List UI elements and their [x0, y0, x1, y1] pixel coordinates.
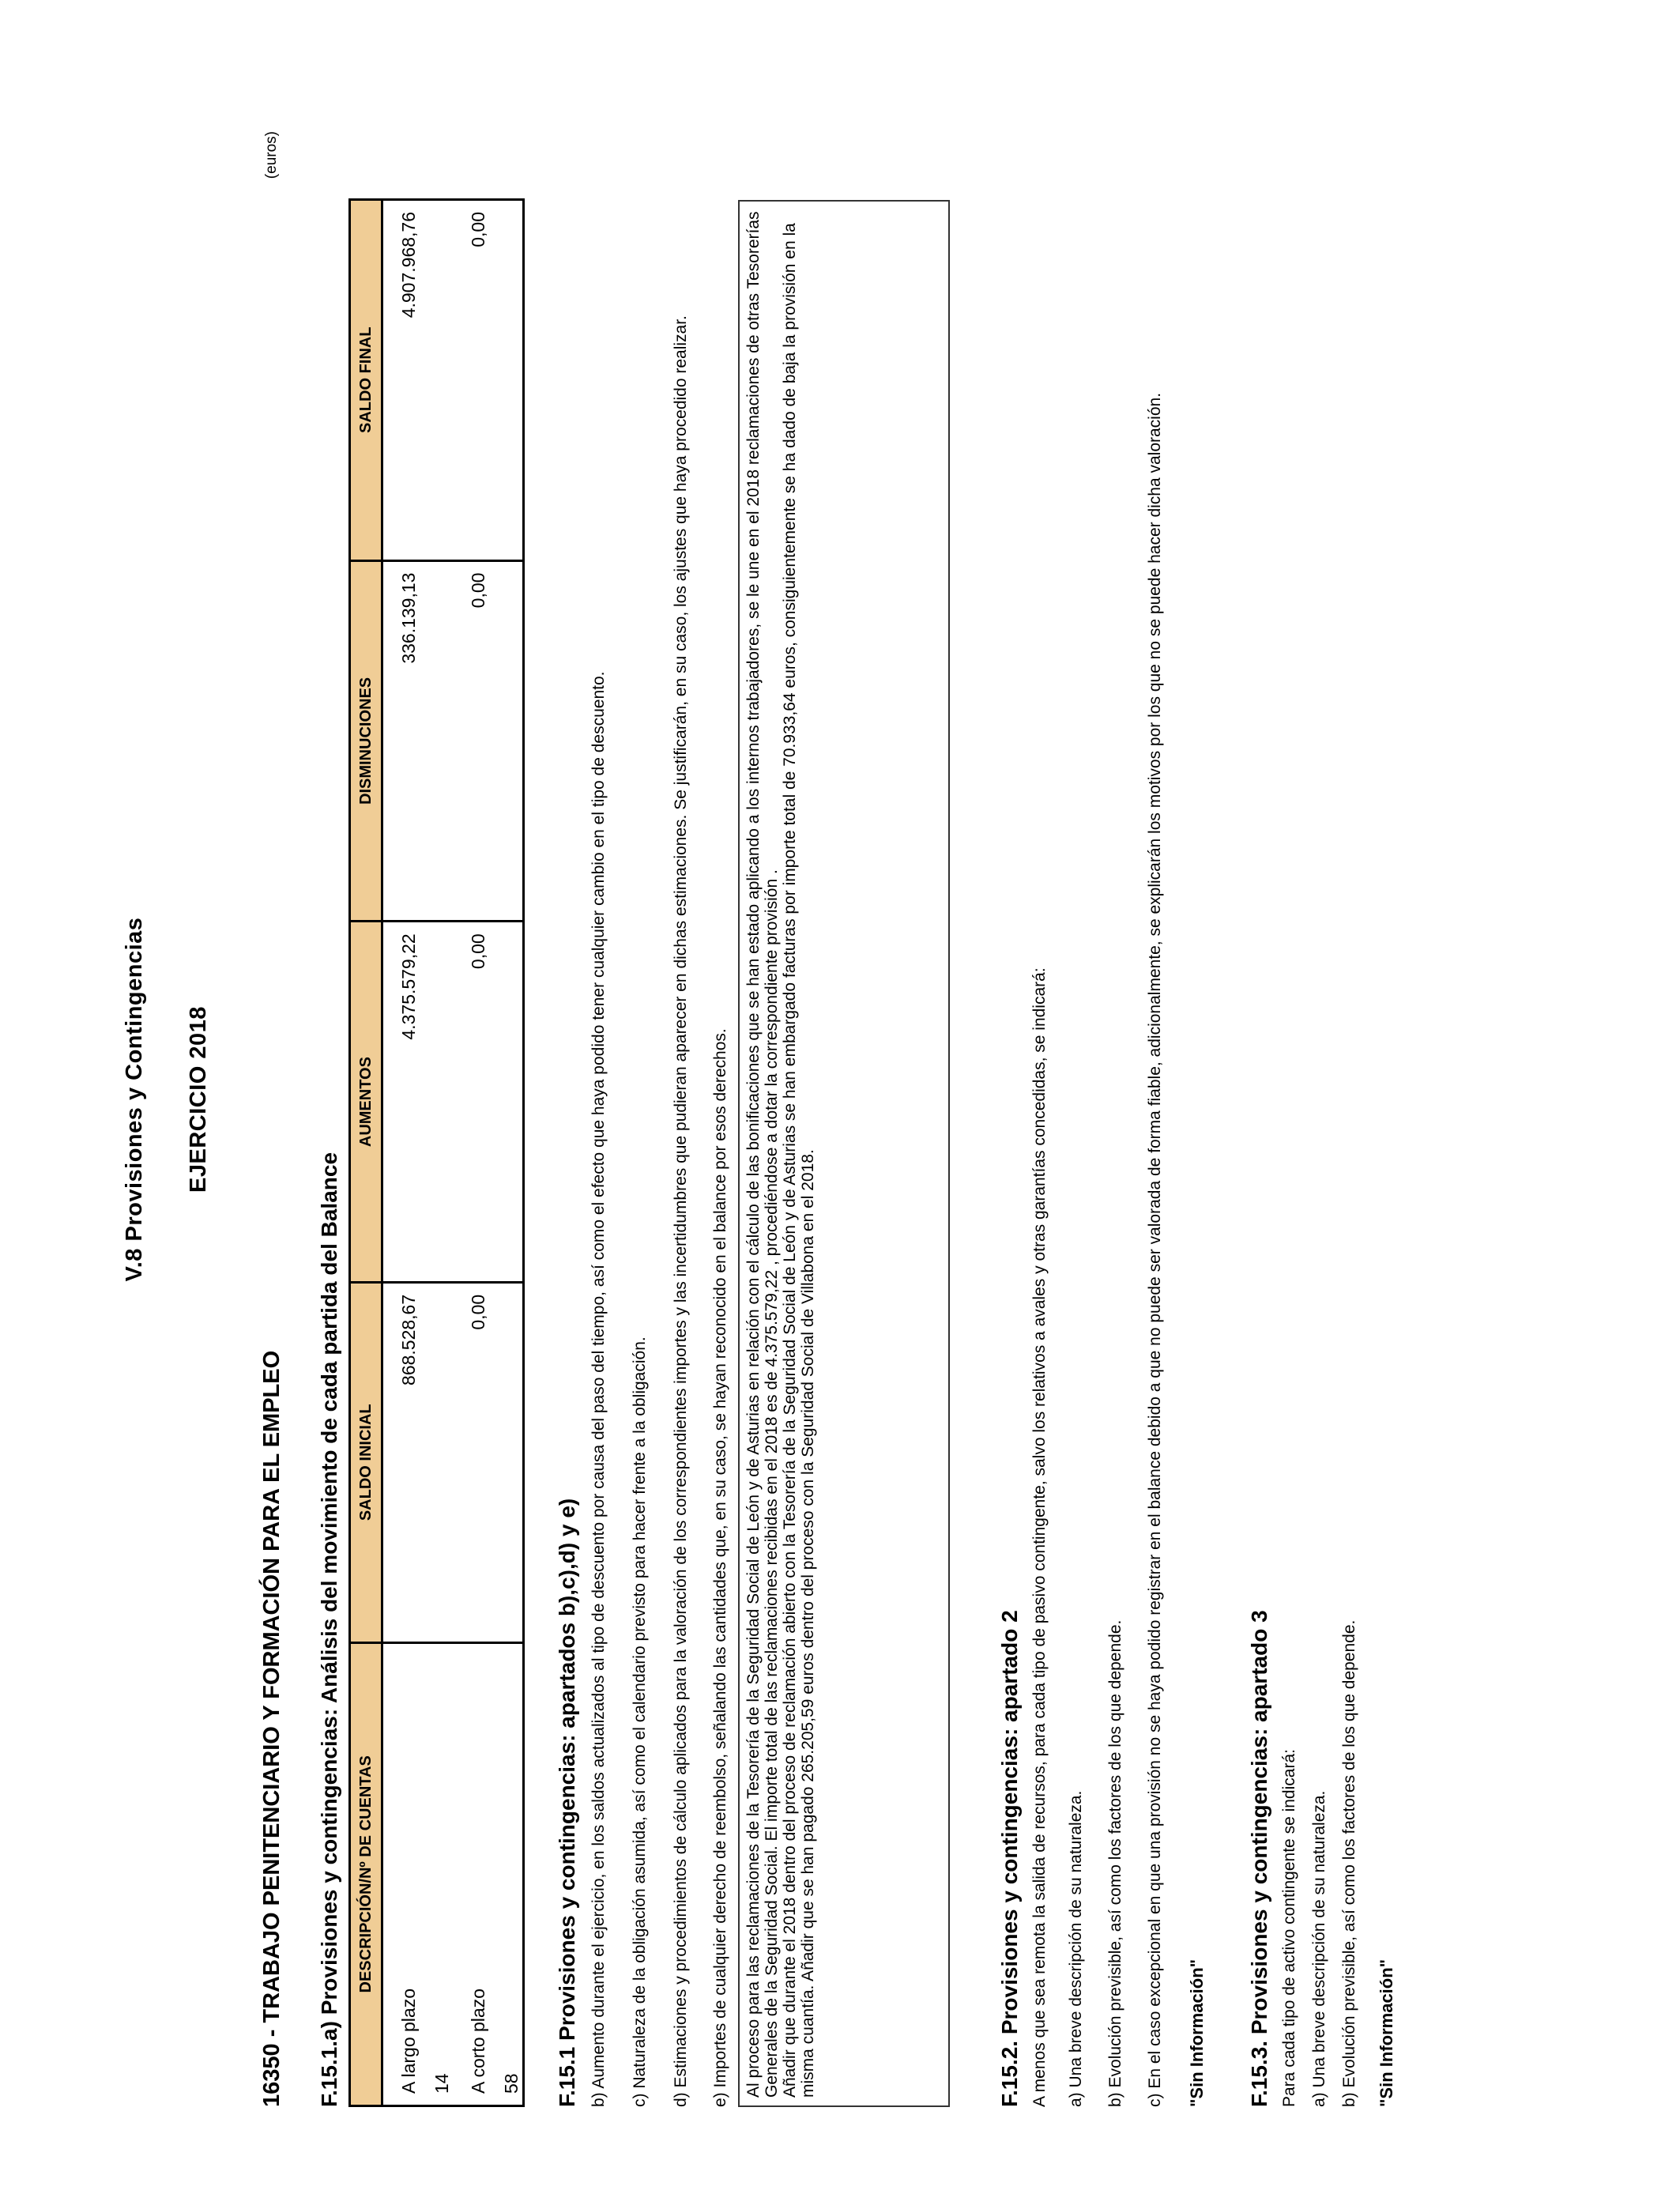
column-header-saldo-inicial: SALDO INICIAL	[350, 1282, 382, 1642]
section-f151-heading: F.15.1 Provisiones y contingencias: apartados b),c),d) y e)	[555, 1498, 579, 2107]
section-f151a-heading: F.15.1.a) Provisiones y contingencias: Análisis del movimiento de cada partida del Balance	[317, 1152, 341, 2107]
item-b-text: b) Aumento durante el ejercicio, en los saldos actualizados al tipo de descuento por causa del paso del tiempo, así como el efecto que haya podido tener cualquier cambio en el tipo de descuento.	[590, 671, 608, 2107]
item-c-text: c) Naturaleza de la obligación asumida, así como el calendario previsto para hacer frente a la obligación.	[631, 1336, 649, 2107]
page-content	[119, 92, 1397, 2107]
row-description: A largo plazo	[382, 1642, 420, 2105]
column-header-saldo-final: SALDO FINAL	[350, 200, 382, 561]
saldo-inicial-value: 868.528,67	[382, 1282, 420, 1642]
f153-item-a-text: a) Una breve descripción de su naturaleza.	[1310, 1790, 1328, 2107]
aumentos-value: 4.375.579,22	[382, 922, 420, 1283]
table-header-row	[350, 200, 382, 2106]
f153-item-b-text: b) Evolución previsible, así como los factores de los que depende.	[1340, 1619, 1358, 2107]
section-f152-heading: F.15.2. Provisiones y contingencias: apartado 2	[997, 1610, 1022, 2107]
disminuciones-value: 0,00	[453, 560, 489, 922]
f152-item-b-text: b) Evolución previsible, así como los factores de los que depende.	[1106, 1619, 1124, 2107]
column-header-aumentos: AUMENTOS	[350, 922, 382, 1283]
row-account: 58	[489, 1642, 524, 2105]
note-paragraph-1: Al proceso para las reclamaciones de la Tesorería de la Seguridad Social de León y de Asturias en relación con el cálculo de las bonificaciones que se han estado aplicando a los internos trabajadores, se le une en el 2018 reclamaciones de otras Tesorerías Generales de la Seguridad Social. El importe total de las reclamaciones recibidas en el 2018 es de 4.375.579,22 , procediéndose a dotar la correspondiente provisión .	[744, 211, 781, 2098]
item-e-text: e) Importes de cualquier derecho de reembolso, señalando las cantidades que, en su caso, se hayan reconocido en el balance por esos derechos.	[711, 1028, 729, 2107]
f152-item-a-text: a) Una breve descripción de su naturaleza.	[1067, 1790, 1085, 2107]
table-row	[489, 200, 524, 2106]
currency-note: (euros)	[263, 131, 280, 179]
row-description: A corto plazo	[453, 1642, 489, 2105]
note-paragraph-2: Añadir que durante el 2018 dentro del proceso de reclamación abierto con la Tesorería de la Seguridad Social de León y de Asturias se han embargado facturas por importe total de 70.933,64 euros, consiguientemente se ha dado de baja la provisión en la misma cuantía. Añadir que se han pagado 265.205,59 euros dentro del proceso con la Seguridad Social de Villabona en el 2018.	[781, 223, 817, 2098]
disminuciones-value: 336.139,13	[382, 560, 420, 922]
report-title: V.8 Provisiones y Contingencias	[122, 917, 147, 1282]
column-header-disminuciones: DISMINUCIONES	[350, 560, 382, 922]
explanatory-note-box	[738, 200, 950, 2107]
table-row	[382, 200, 420, 2106]
entity-heading: 16350 - TRABAJO PENITENCIARIO Y FORMACIÓN PARA EL EMPLEO	[259, 1350, 284, 2107]
saldo-inicial-value: 0,00	[453, 1282, 489, 1642]
f153-intro-text: Para cada tipo de activo contingente se indicará:	[1280, 1749, 1298, 2107]
f152-no-information: "Sin Información"	[1187, 1958, 1207, 2107]
table-row	[420, 200, 453, 2106]
item-d-text: d) Estimaciones y procedimientos de cálculo aplicados para la valoración de los correspondientes importes y las incertidumbres que pudieran aparecer en dichas estimaciones. Se justificarán, en su caso, los ajustes que haya procedido realizar.	[672, 315, 690, 2107]
f152-intro-text: A menos que sea remota la salida de recursos, para cada tipo de pasivo contingente, salvo los relativos a avales y otras garantías concedidas, se indicará:	[1030, 967, 1049, 2107]
f153-no-information: "Sin Información"	[1377, 1958, 1396, 2107]
aumentos-value: 0,00	[453, 922, 489, 1283]
provisions-balance-table	[348, 198, 525, 2107]
f152-item-c-text: c) En el caso excepcional en que una provisión no se haya podido registrar en el balance debido a que no puede ser valorada de forma fiable, adicionalmente, se explicarán los motivos por los que no se puede hacer dicha valoración.	[1146, 392, 1164, 2107]
row-account: 14	[420, 1642, 453, 2105]
column-header-description: DESCRIPCIÓN/Nº DE CUENTAS	[350, 1642, 382, 2105]
saldo-final-value: 0,00	[453, 200, 489, 561]
saldo-final-value: 4.907.968,76	[382, 200, 420, 561]
table-row	[453, 200, 489, 2106]
exercise-title: EJERCICIO 2018	[186, 1006, 211, 1193]
section-f153-heading: F.15.3. Provisiones y contingencias: apartado 3	[1247, 1610, 1271, 2107]
